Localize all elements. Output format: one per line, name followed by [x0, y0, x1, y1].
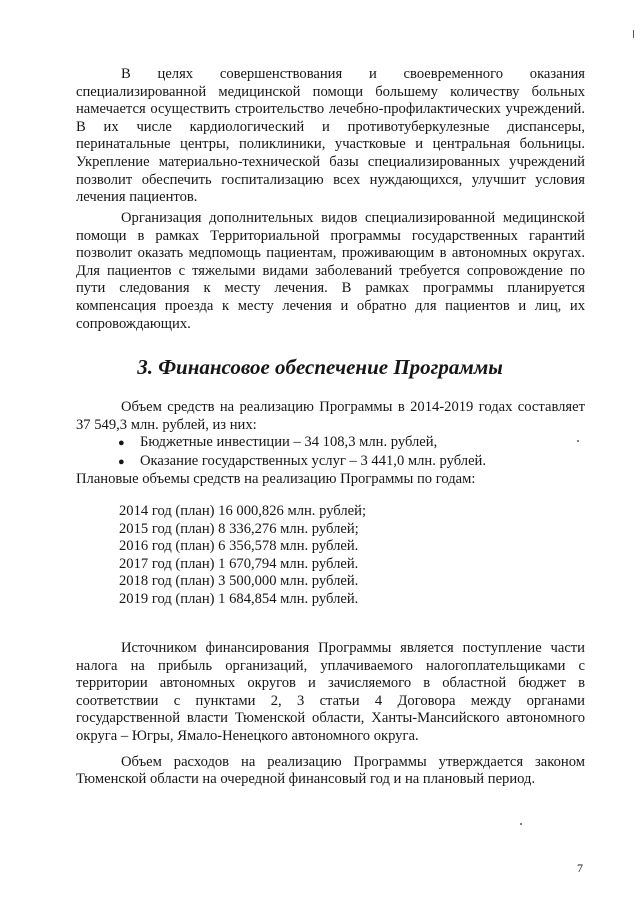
paragraph-expenditure-approval: Объем расходов на реализацию Программы утверждается законом Тюменской области на очередной финансовый год и на плановый период. — [76, 753, 585, 788]
funding-source-block — [76, 640, 585, 797]
page-number: 7 — [577, 861, 583, 875]
paragraph-additional-care: Организация дополнительных видов специализированной медицинской помощи в рамках Территориальной программы государственных гарантий позволит оказать медпомощь пациентам, проживающим в автономных округах. Для пациентов с тяжелыми видами заболеваний требуется сопровождение по пути следования к месту лечения. В рамках программы планируется компенсация проезда к месту лечения и обратно для пациентов и лиц, их сопровождающих. — [76, 210, 585, 332]
bullet-icon: ● — [118, 455, 125, 468]
list-item — [76, 453, 585, 472]
scan-speck — [633, 30, 634, 38]
scan-speck — [520, 823, 522, 825]
year-row-2014: 2014 год (план) 16 000,826 млн. рублей; — [119, 503, 366, 519]
list-item — [76, 434, 585, 453]
year-row-2018: 2018 год (план) 3 500,000 млн. рублей. — [119, 573, 359, 590]
paragraph-block-organization — [76, 210, 585, 333]
paragraph-block-medical-care — [76, 66, 585, 207]
year-row-2019: 2019 год (план) 1 684,854 млн. рублей. — [119, 590, 359, 607]
financing-intro: Объем средств на реализацию Программы в 2014-2019 годах составляет 37 549,3 млн. рублей, из них: — [76, 399, 585, 433]
bullet-text-investments: Бюджетные инвестиции – 34 108,3 млн. рублей, — [140, 434, 438, 451]
scan-speck — [577, 440, 579, 442]
bullet-icon: ● — [118, 437, 125, 450]
paragraph-construction: В целях совершенствования и своевременного оказания специализированной медицинской помощи большему количеству больных намечается осуществить строительство лечебно-профилактических учреждений. В их числе кардиологический и противотуберкулезные диспансеры, перинатальные центры, поликлиники, участковые и центральная больницы. Укрепление материально-технической базы специализированных учреждений позволит обеспечить госпитализацию всех нуждающихся, улучшит условия лечения пациентов. — [76, 66, 585, 206]
yearly-plan-list — [119, 503, 366, 609]
year-row-2017: 2017 год (план) 1 670,794 млн. рублей. — [119, 555, 359, 572]
year-row-2016: 2016 год (план) 6 356,578 млн. рублей. — [119, 538, 359, 555]
paragraph-funding-source: Источником финансирования Программы является поступление части налога на прибыль организаций, уплачиваемого налогоплательщиками с территории автономных округов и зачисляемого в областной бюджет в соответствии с пунктами 2, 3 статьи 4 Договора между органами государственной власти Тюменской области, Ханты-Мансийского автономного округа – Югры, Ямало-Ненецкого автономного округа. — [76, 640, 585, 744]
financing-block — [76, 399, 585, 489]
planned-volumes-label: Плановые объемы средств на реализацию Программы по годам: — [76, 471, 476, 488]
section-heading: 3. Финансовое обеспечение Программы — [137, 355, 503, 379]
year-row-2015: 2015 год (план) 8 336,276 млн. рублей; — [119, 520, 359, 537]
bullet-text-services: Оказание государственных услуг – 3 441,0 млн. рублей. — [140, 452, 487, 469]
